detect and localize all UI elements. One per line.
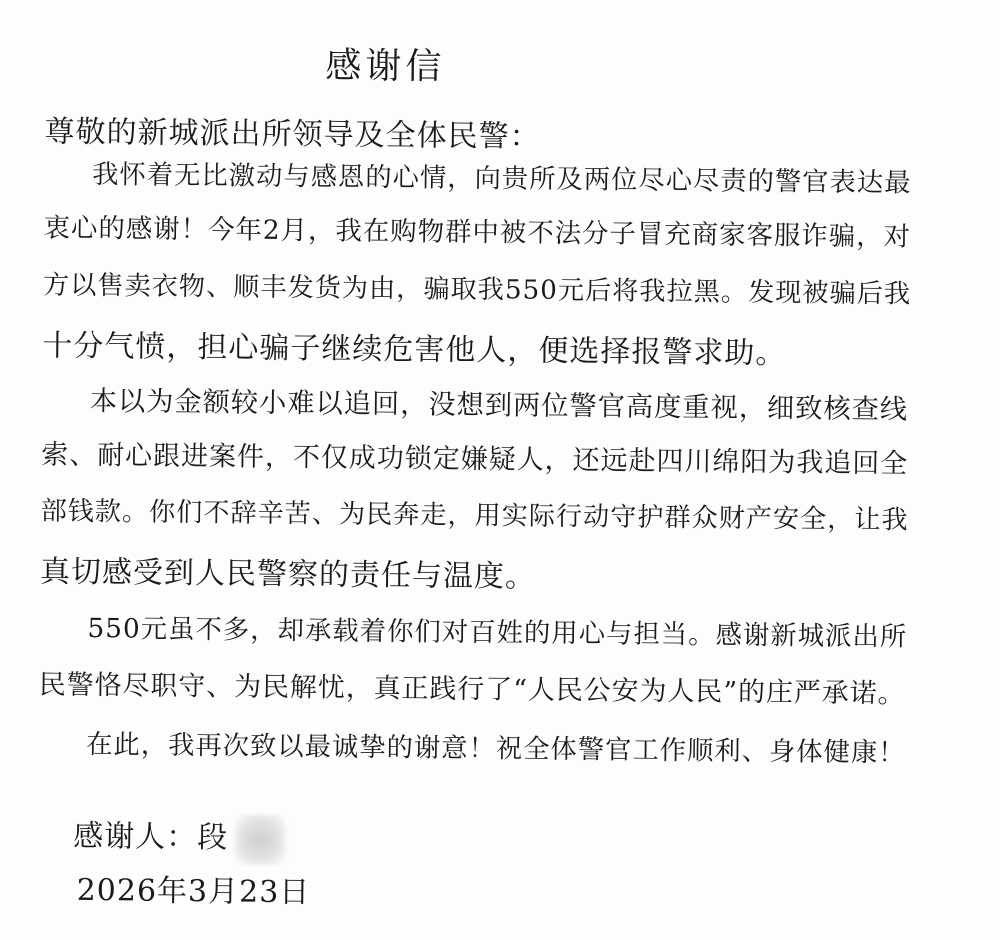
body-line: 本以为金额较小难以追回，没想到两位警官高度重视，细致核查线	[89, 385, 909, 426]
body-line: 民警恪尽职守、为民解忧，真正践行了“人民公安为人民”的庄严承诺。	[38, 669, 906, 710]
body-line: 在此，我再次致以最诚挚的谢意！祝全体警官工作顺利、身体健康！	[86, 729, 906, 769]
body-line: 衷心的感谢！今年2月，我在购物群中被不法分子冒充商家客服诈骗，对	[43, 212, 912, 253]
body-line: 方以售卖衣物、顺丰发货为由，骗取我550元后将我拉黑。发现被骗后我	[42, 270, 912, 310]
body-line: 550元虽不多，却承载着你们对百姓的用心与担当。感谢新城派出所	[87, 613, 908, 653]
body-line: 部钱款。你们不辞辛苦、为民奔走，用实际行动守护群众财产安全，让我	[40, 496, 909, 536]
salutation: 尊敬的新城派出所领导及全体民警：	[44, 114, 541, 155]
body-line: 十分气愤，担心骗子继续危害他人，便选择报警求助。	[42, 328, 787, 372]
redacted-name-blur	[235, 815, 286, 866]
signature: 感谢人：段	[73, 818, 229, 856]
body-line: 索、耐心跟进案件，不仅成功锁定嫌疑人，还远赴四川绵阳为我追回全	[41, 439, 909, 480]
body-line: 我怀着无比激动与感恩的心情，向贵所及两位尽心尽责的警官表达最	[92, 159, 912, 199]
letter-title: 感谢信	[325, 45, 446, 88]
body-line: 真切感受到人民警察的责任与温度。	[39, 554, 537, 595]
letter-date: 2026年3月23日	[76, 872, 311, 911]
